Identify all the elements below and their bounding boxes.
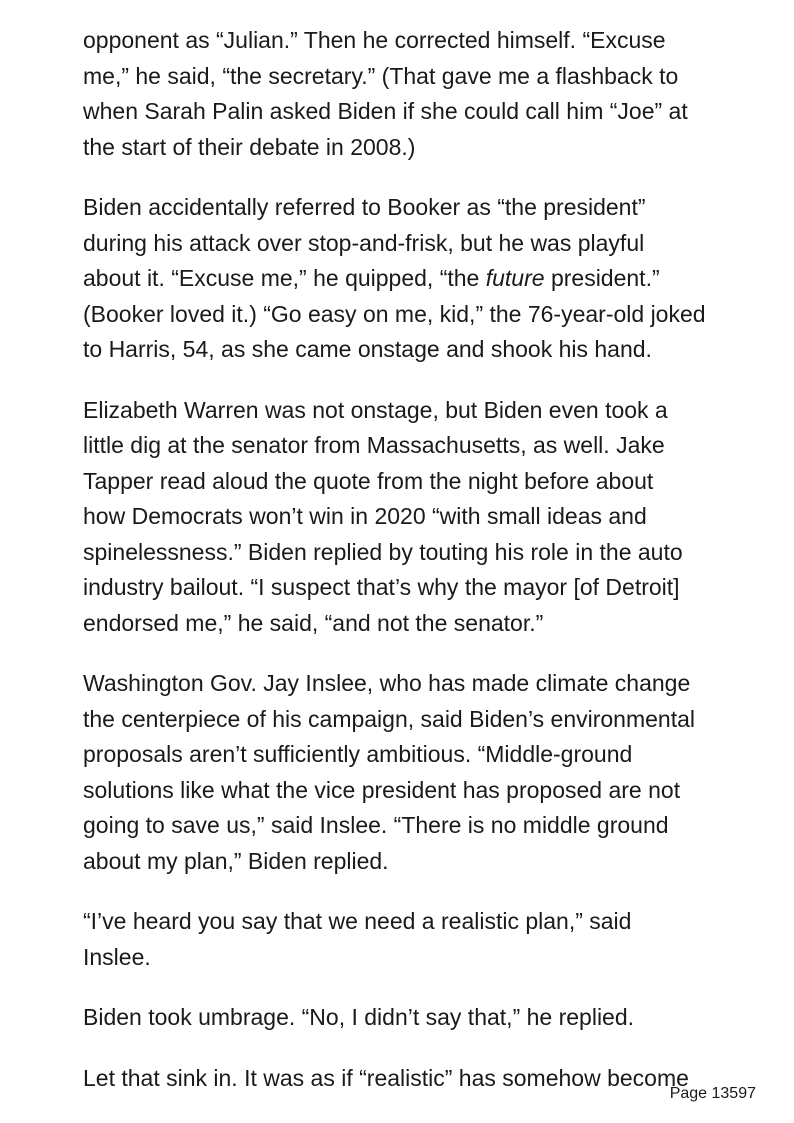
paragraph-1 [83, 23, 733, 165]
paragraph-6 [83, 1000, 733, 1036]
paragraph-4 [83, 666, 733, 879]
text-line: the centerpiece of his campaign, said Biden’s environmental [83, 705, 695, 732]
text-line: spinelessness.” Biden replied by touting his role in the auto [83, 538, 683, 565]
text-line: Inslee. [83, 943, 151, 970]
paragraph-7 [83, 1061, 733, 1097]
text-line: Let that sink in. It was as if “realistic” has somehow become [83, 1064, 689, 1091]
text-line: to Harris, 54, as she came onstage and shook his hand. [83, 336, 652, 362]
italic-emphasis: future [485, 265, 545, 291]
text-line: industry bailout. “I suspect that’s why the mayor [of Detroit] [83, 574, 680, 600]
text-line [83, 261, 733, 297]
text-line: me,” he said, “the secretary.” (That gave me a flashback to [83, 62, 679, 89]
text-line: when Sarah Palin asked Biden if she could call him “Joe” at [83, 98, 688, 124]
text-line: opponent as “Julian.” Then he corrected himself. “Excuse [83, 27, 666, 53]
text-segment: president.” [544, 265, 660, 291]
text-line: proposals aren’t sufficiently ambitious. “Middle-ground [83, 741, 633, 767]
page-number: Page 13597 [669, 1085, 756, 1102]
text-line: endorsed me,” he said, “and not the senator.” [83, 609, 544, 636]
text-line: solutions like what the vice president has proposed are not [83, 776, 681, 803]
text-line: (Booker loved it.) “Go easy on me, kid,” the 76-year-old joked [83, 300, 706, 327]
text-line: during his attack over stop-and-frisk, but he was playful [83, 229, 645, 256]
text-line: “I’ve heard you say that we need a realistic plan,” said [83, 908, 632, 934]
paragraph-5 [83, 904, 733, 975]
text-line: Washington Gov. Jay Inslee, who has made climate change [83, 670, 691, 696]
paragraph-3 [83, 393, 733, 642]
paragraph-2 [83, 190, 733, 368]
text-line: Elizabeth Warren was not onstage, but Biden even took a [83, 396, 668, 423]
text-segment: about it. “Excuse me,” he quipped, “the [83, 265, 486, 291]
text-line: the start of their debate in 2008.) [83, 133, 416, 160]
text-line: Biden accidentally referred to Booker as “the president” [83, 194, 646, 220]
text-line: how Democrats won’t win in 2020 “with small ideas and [83, 503, 647, 529]
text-line: Biden took umbrage. “No, I didn’t say that,” he replied. [83, 1004, 635, 1030]
text-line: about my plan,” Biden replied. [83, 847, 389, 874]
article-body [83, 23, 733, 1121]
text-line: going to save us,” said Inslee. “There is no middle ground [83, 812, 669, 838]
text-line: Tapper read aloud the quote from the night before about [83, 467, 654, 494]
text-line: little dig at the senator from Massachusetts, as well. Jake [83, 432, 665, 458]
